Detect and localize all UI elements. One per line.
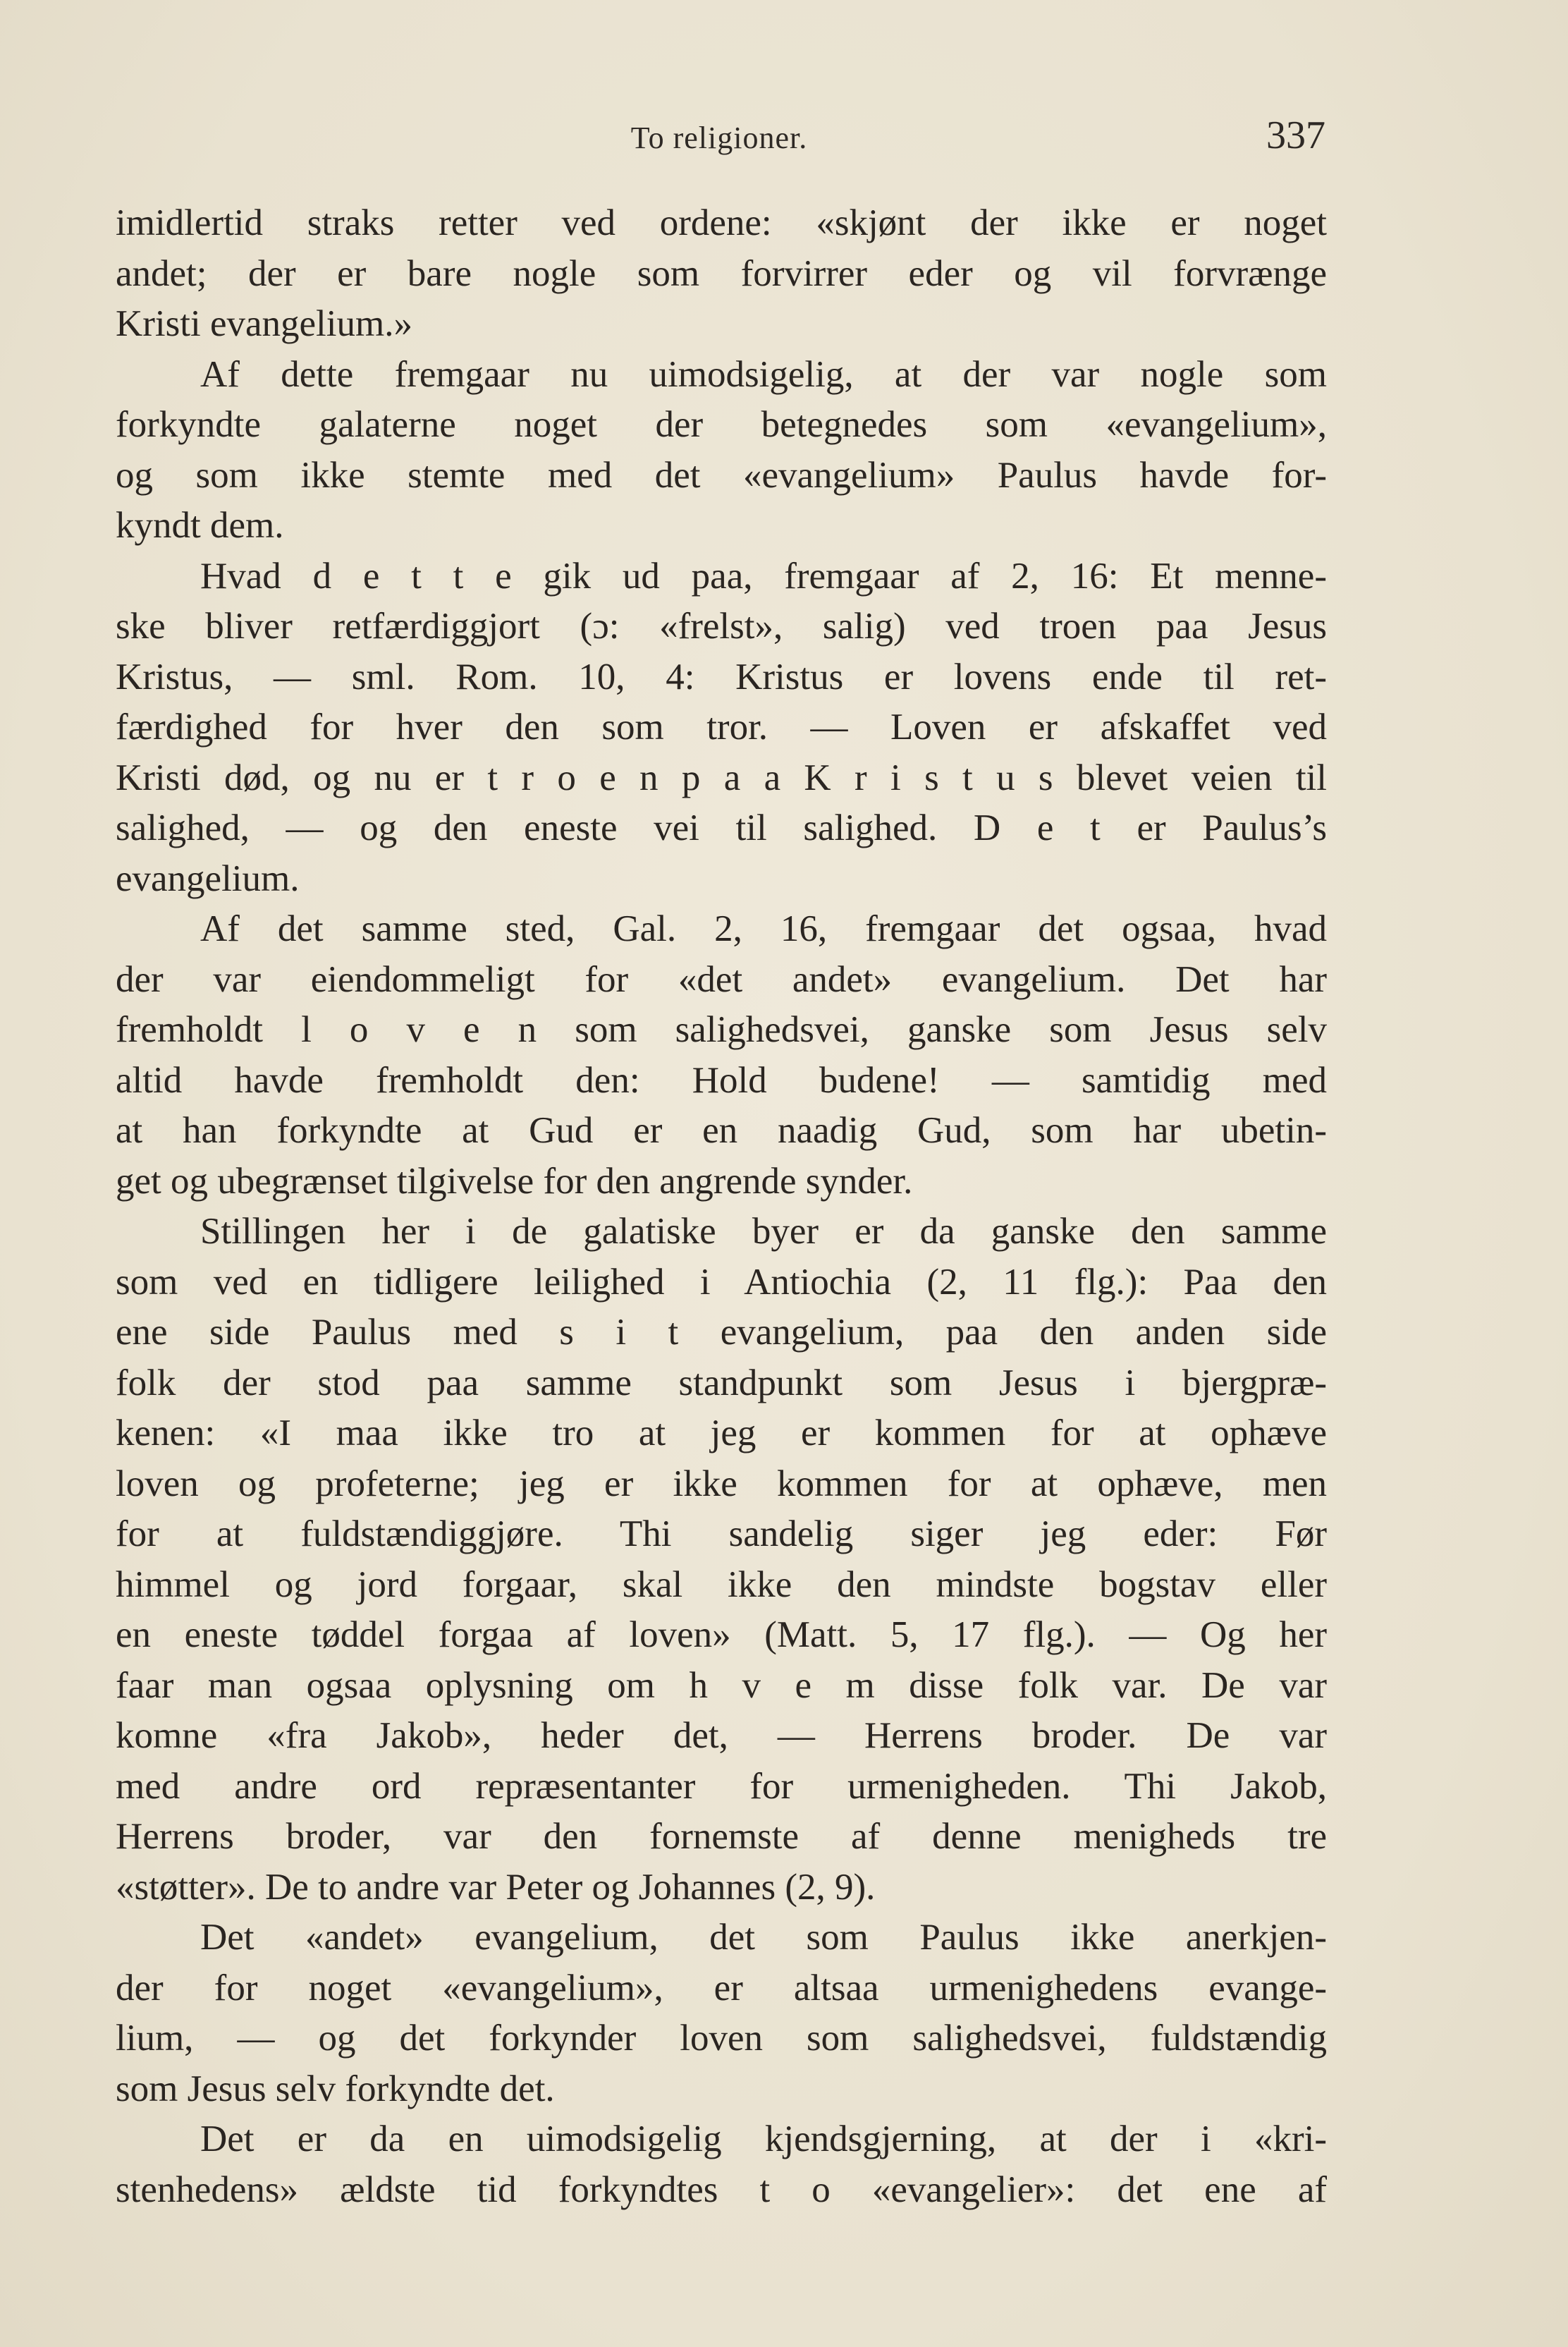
text-line: en eneste tøddel forgaa af loven» (Matt. 5, 17 flg.). — Og her — [116, 1614, 1327, 1655]
text-line: at han forkyndte at Gud er en naadig Gud, som har ubetin- — [116, 1110, 1327, 1151]
text-line: som Jesus selv forkyndte det. — [116, 2068, 555, 2109]
page-header — [113, 113, 1325, 162]
text-line: som ved en tidligere leilighed i Antiochia (2, 11 flg.): Paa den — [116, 1261, 1327, 1303]
page-number: 337 — [1266, 114, 1325, 157]
text-line: Af dette fremgaar nu uimodsigelig, at der var nogle som — [200, 353, 1327, 395]
text-line: salighed, — og den eneste vei til salighed. D e t er Paulus’s — [116, 807, 1327, 848]
text-line: færdighed for hver den som tror. — Loven er afskaffet ved — [116, 707, 1327, 748]
text-line: Hvad d e t t e gik ud paa, fremgaar af 2, 16: Et menne- — [200, 555, 1327, 597]
text-line: Af det samme sted, Gal. 2, 16, fremgaar det ogsaa, hvad — [200, 908, 1327, 949]
text-line: forkyndte galaterne noget der betegnedes som «evangelium», — [116, 404, 1327, 445]
text-line: himmel og jord forgaar, skal ikke den mindste bogstav eller — [116, 1563, 1327, 1605]
text-line: faar man ogsaa oplysning om h v e m disse folk var. De var — [116, 1664, 1327, 1706]
text-line: kenen: «I maa ikke tro at jeg er kommen for at ophæve — [116, 1413, 1327, 1453]
text-line: «støtter». De to andre var Peter og Johannes (2, 9). — [116, 1866, 876, 1908]
text-line: folk der stod paa samme standpunkt som Jesus i bjergpræ- — [116, 1362, 1327, 1403]
text-line: altid havde fremholdt den: Hold budene! — samtidig med — [116, 1059, 1327, 1101]
text-line: der for noget «evangelium», er altsaa urmenighedens evange- — [116, 1967, 1327, 2008]
text-line: get og ubegrænset tilgivelse for den angrende synder. — [116, 1160, 913, 1202]
text-line: loven og profeterne; jeg er ikke kommen for at ophæve, men — [116, 1463, 1327, 1504]
text-line: lium, — og det forkynder loven som salighedsvei, fuldstændig — [116, 2018, 1327, 2059]
text-line: der var eiendommeligt for «det andet» evangelium. Det har — [116, 958, 1327, 1000]
text-line: komne «fra Jakob», heder det, — Herrens broder. De var — [116, 1715, 1327, 1756]
text-line: med andre ord repræsentanter for urmenigheden. Thi Jakob, — [116, 1765, 1327, 1807]
text-line: imidlertid straks retter ved ordene: «skjønt der ikke er noget — [116, 202, 1327, 243]
text-line: evangelium. — [116, 858, 300, 899]
text-line: andet; der er bare nogle som forvirrer eder og vil forvrænge — [116, 252, 1327, 294]
text-line: Herrens broder, var den fornemste af denne menigheds tre — [116, 1816, 1327, 1857]
text-line: kyndt dem. — [116, 505, 284, 546]
text-line: Stillingen her i de galatiske byer er da ganske den samme — [200, 1211, 1327, 1252]
text-line: og som ikke stemte med det «evangelium» Paulus havde for- — [116, 454, 1327, 496]
text-line: Det «andet» evangelium, det som Paulus ikke anerkjen- — [200, 1917, 1327, 1958]
text-line: Kristi død, og nu er t r o e n p a a K r i s t u s blevet veien til — [116, 757, 1327, 798]
body-text — [116, 198, 1327, 2215]
text-line: Det er da en uimodsigelig kjendsgjerning, at der i «kri- — [200, 2119, 1327, 2159]
running-title: To religioner. — [630, 121, 808, 155]
text-line: Kristi evangelium.» — [116, 303, 412, 344]
text-line: ene side Paulus med s i t evangelium, paa den anden side — [116, 1312, 1327, 1353]
text-line: for at fuldstændiggjøre. Thi sandelig siger jeg eder: Før — [116, 1513, 1327, 1554]
text-line: stenhedens» ældste tid forkyndtes t o «evangelier»: det ene af — [116, 2169, 1327, 2210]
text-line: Kristus, — sml. Rom. 10, 4: Kristus er lovens ende til ret- — [116, 656, 1327, 697]
text-line: fremholdt l o v e n som salighedsvei, ganske som Jesus selv — [116, 1009, 1327, 1050]
text-line: ske bliver retfærdiggjort (ɔ: «frelst», salig) ved troen paa Jesus — [116, 606, 1327, 647]
